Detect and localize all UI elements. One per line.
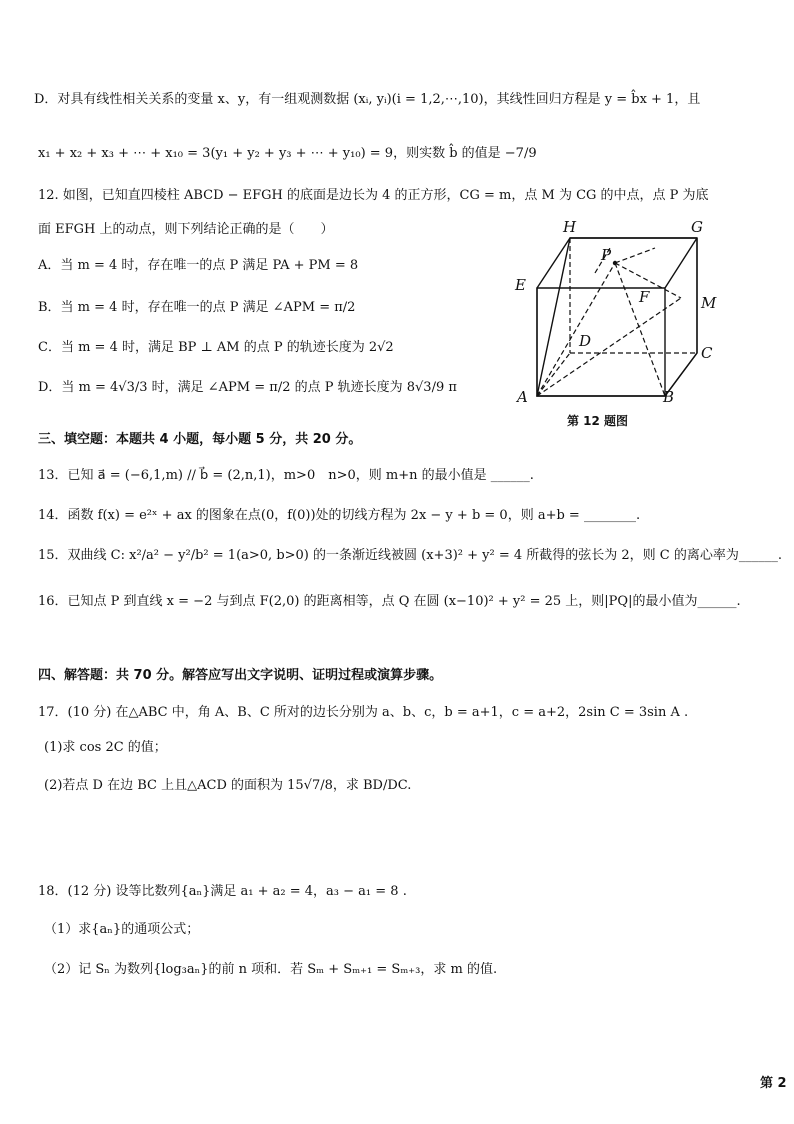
q18-part2: （2）记 Sₙ 为数列{log₃aₙ}的前 n 项和．若 Sₘ + Sₘ₊₁ = Sₘ₊₃，求 m 的值. <box>44 962 498 977</box>
q11-option-d-line1: D．对具有线性相关关系的变量 x、y，有一组观测数据 (xᵢ, yᵢ)(i = 1,2,⋯,10)，其线性回归方程是 y = b̂x + 1，且 <box>34 92 701 107</box>
vertex-label-a: A <box>517 388 528 406</box>
vertex-label-f: F <box>639 288 650 306</box>
q12-option-b: B．当 m = 4 时，存在唯一的点 P 满足 ∠APM = π/2 <box>38 300 356 315</box>
q12-option-c: C．当 m = 4 时，满足 BP ⊥ AM 的点 P 的轨迹长度为 2√2 <box>38 340 394 355</box>
q12-stem-line2: 面 EFGH 上的动点，则下列结论正确的是（ ） <box>38 222 334 237</box>
q18-stem: 18．(12 分) 设等比数列{aₙ}满足 a₁ + a₂ = 4，a₃ − a₁ = 8 . <box>38 884 407 899</box>
q17-part1: (1)求 cos 2C 的值； <box>44 740 167 755</box>
q13: 13．已知 a⃗ = (−6,1,m) // b⃗ = (2,n,1)，m>0 n>0，则 m+n 的最小值是 ______. <box>38 468 534 483</box>
vertex-label-d: D <box>579 332 592 350</box>
q12-option-a: A．当 m = 4 时，存在唯一的点 P 满足 PA + PM = 8 <box>38 258 359 273</box>
vertex-label-h: H <box>563 218 577 236</box>
page-number: 第 2 <box>760 1076 787 1091</box>
q11-option-d-line2: x₁ + x₂ + x₃ + ⋯ + x₁₀ = 3(y₁ + y₂ + y₃ + ⋯ + y₁₀) = 9，则实数 b̂ 的值是 −7/9 <box>38 146 537 161</box>
q12-stem-line1: 12. 如图，已知直四棱柱 ABCD − EFGH 的底面是边长为 4 的正方形，CG = m，点 M 为 CG 的中点，点 P 为底 <box>38 188 709 203</box>
q12-option-d: D．当 m = 4√3/3 时，满足 ∠APM = π/2 的点 P 轨迹长度为 8√3/9 π <box>38 380 457 395</box>
figure-caption: 第 12 题图 <box>567 414 629 428</box>
q15: 15．双曲线 C: x²/a² − y²/b² = 1(a>0, b>0) 的一条渐近线被圆 (x+3)² + y² = 4 所截得的弦长为 2，则 C 的离心率为______. <box>38 548 783 563</box>
q14: 14．函数 f(x) = e²ˣ + ax 的图象在点(0，f(0))处的切线方程为 2x − y + b = 0，则 a+b = ________. <box>38 508 641 523</box>
vertex-label-m: M <box>701 294 717 312</box>
section-3-heading: 三、填空题：本题共 4 小题，每小题 5 分，共 20 分。 <box>38 432 362 447</box>
vertex-label-g: G <box>691 218 703 236</box>
vertex-label-e: E <box>515 276 526 294</box>
vertex-label-c: C <box>701 344 713 362</box>
q17-part2: (2)若点 D 在边 BC 上且△ACD 的面积为 15√7/8，求 BD/DC. <box>44 778 412 793</box>
vertex-label-p: P <box>601 246 612 264</box>
q18-part1: （1）求{aₙ}的通项公式； <box>44 922 200 937</box>
q16: 16．已知点 P 到直线 x = −2 与到点 F(2,0) 的距离相等，点 Q 在圆 (x−10)² + y² = 25 上，则|PQ|的最小值为______. <box>38 594 741 609</box>
q17-stem: 17．(10 分) 在△ABC 中，角 A、B、C 所对的边长分别为 a、b、c，b = a+1，c = a+2，2sin C = 3sin A . <box>38 705 689 720</box>
section-4-heading: 四、解答题：共 70 分。解答应写出文字说明、证明过程或演算步骤。 <box>38 668 443 683</box>
prism-figure <box>505 218 725 428</box>
vertex-label-b: B <box>663 388 675 406</box>
